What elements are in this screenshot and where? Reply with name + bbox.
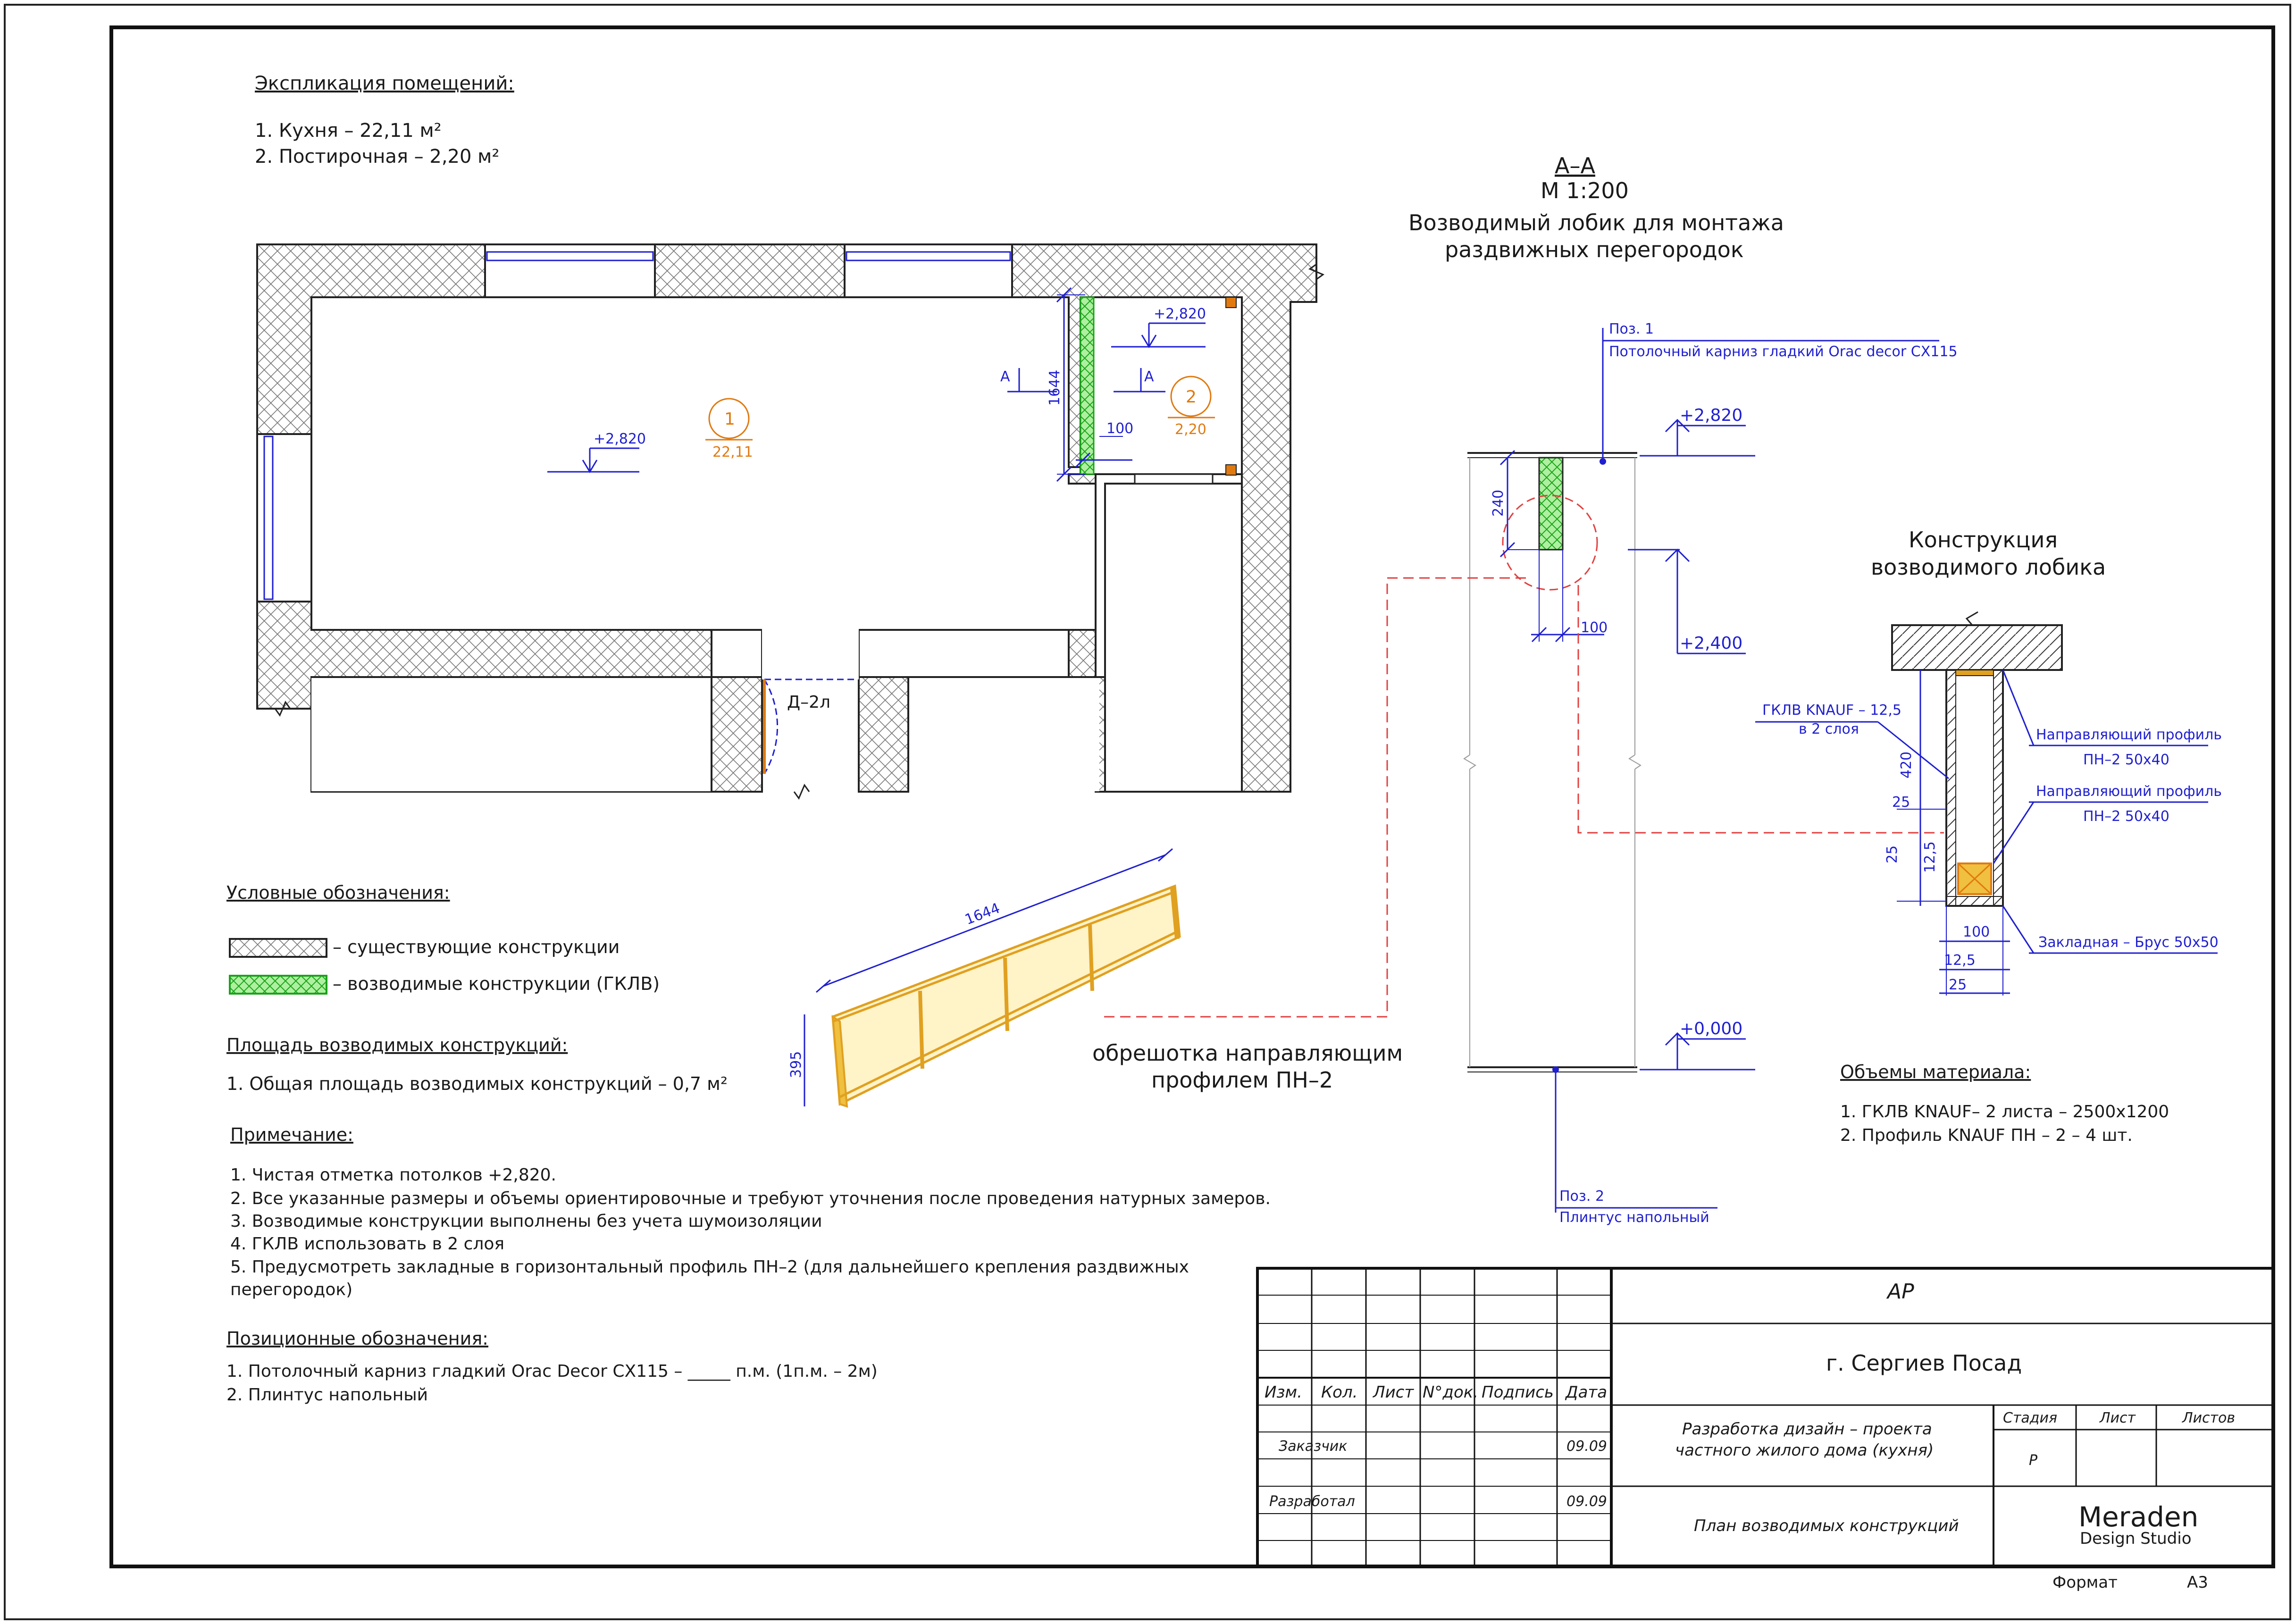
svg-text:100: 100 bbox=[1106, 420, 1134, 437]
note-4: 4. ГКЛВ использовать в 2 слоя bbox=[230, 1234, 505, 1254]
stamp-project-1: Разработка дизайн – проекта bbox=[1682, 1420, 1932, 1439]
stamp-developer: Разработал bbox=[1269, 1493, 1355, 1510]
legend-new-swatch bbox=[230, 976, 327, 994]
stamp-code: АР bbox=[1887, 1280, 1914, 1304]
pos1-label: Поз. 1 bbox=[1609, 321, 1654, 337]
svg-text:ГКЛВ KNAUF – 12,5: ГКЛВ KNAUF – 12,5 bbox=[1762, 702, 1901, 719]
stamp-studio-1: Meraden bbox=[2078, 1501, 2199, 1533]
pos1-text: Потолочный карниз гладкий Orac decor CX115 bbox=[1609, 343, 1958, 360]
svg-text:Закладная – Брус 50х50: Закладная – Брус 50х50 bbox=[2038, 934, 2219, 951]
stamp-h-podpis: Подпись bbox=[1482, 1383, 1554, 1402]
section-subtitle-2: раздвижных перегородок bbox=[1445, 237, 1744, 262]
stamp-customer: Заказчик bbox=[1279, 1438, 1348, 1455]
pos2-label: Поз. 2 bbox=[1559, 1188, 1605, 1205]
stamp-customer-date: 09.09 bbox=[1566, 1438, 1607, 1455]
svg-text:+2,820: +2,820 bbox=[594, 431, 646, 447]
door-opening-room2 bbox=[1135, 474, 1213, 484]
svg-text:ПН–2 50х40: ПН–2 50х40 bbox=[2083, 808, 2169, 825]
svg-text:100: 100 bbox=[1963, 924, 1990, 940]
note-1: 1. Чистая отметка потолков +2,820. bbox=[230, 1165, 556, 1185]
construction-title-2: возводимого лобика bbox=[1871, 554, 2106, 580]
svg-text:395: 395 bbox=[788, 1051, 804, 1078]
positions-title: Позиционные обозначения: bbox=[226, 1328, 488, 1349]
floor-plan bbox=[257, 244, 1323, 798]
format-value: А3 bbox=[2187, 1573, 2208, 1592]
stamp-sheet-title: План возводимых конструкций bbox=[1694, 1516, 1959, 1535]
svg-text:+2,820: +2,820 bbox=[1154, 306, 1206, 322]
level-bottom: +0,000 bbox=[1680, 1019, 1743, 1038]
legend-title: Условные обозначения: bbox=[226, 882, 450, 903]
svg-text:Направляющий профиль: Направляющий профиль bbox=[2036, 783, 2222, 800]
frame-caption-2: профилем ПН–2 bbox=[1151, 1067, 1333, 1093]
stamp-project-2: частного жилого дома (кухня) bbox=[1675, 1441, 1934, 1460]
window-left bbox=[257, 434, 311, 602]
stamp-h-data: Дата bbox=[1566, 1383, 1608, 1402]
svg-text:25: 25 bbox=[1884, 845, 1901, 863]
material-1: 1. ГКЛВ KNAUF– 2 листа – 2500х1200 bbox=[1840, 1102, 2169, 1122]
svg-text:12,5: 12,5 bbox=[1944, 952, 1976, 969]
svg-text:25: 25 bbox=[1949, 977, 1967, 993]
room-1-area: 22,11 bbox=[712, 444, 753, 460]
material-2: 2. Профиль KNAUF ПН – 2 – 4 шт. bbox=[1840, 1126, 2133, 1145]
explication-item-2: 2. Постирочная – 2,20 м² bbox=[255, 146, 500, 167]
level-top: +2,820 bbox=[1680, 406, 1743, 425]
svg-text:A: A bbox=[1144, 368, 1154, 385]
legend-existing-text: – существующие конструкции bbox=[333, 937, 620, 957]
stamp-studio-2: Design Studio bbox=[2080, 1529, 2192, 1548]
stamp-col-stage: Стадия bbox=[2003, 1410, 2058, 1426]
stamp-h-kol: Кол. bbox=[1321, 1383, 1358, 1402]
note-3: 3. Возводимые конструкции выполнены без учета шумоизоляции bbox=[230, 1212, 822, 1231]
room-2-area: 2,20 bbox=[1175, 421, 1206, 438]
stamp-h-list: Лист bbox=[1373, 1383, 1414, 1402]
room-1-number: 1 bbox=[724, 410, 735, 429]
section-aa-drawing bbox=[1464, 321, 1958, 1226]
frame-isometric bbox=[788, 849, 1180, 1106]
svg-text:25: 25 bbox=[1892, 794, 1910, 811]
corridor-floor bbox=[1105, 484, 1242, 792]
notes-title: Примечание: bbox=[230, 1124, 353, 1145]
section-title: А–А bbox=[1555, 153, 1595, 178]
note-2: 2. Все указанные размеры и объемы ориентировочные и требуют уточнения после проведения натурных замеров. bbox=[230, 1189, 1271, 1208]
svg-text:1644: 1644 bbox=[963, 900, 1003, 929]
pos2-text: Плинтус напольный bbox=[1559, 1209, 1709, 1226]
section-scale: М 1:200 bbox=[1541, 178, 1629, 203]
area-title: Площадь возводимых конструкций: bbox=[226, 1035, 568, 1055]
format-label: Формат bbox=[2052, 1573, 2118, 1592]
window-top-right bbox=[845, 244, 1012, 297]
bulkhead-section bbox=[1539, 458, 1563, 550]
note-5: 5. Предусмотреть закладные в горизонтальный профиль ПН–2 (для дальнейшего крепления раздвижных bbox=[230, 1257, 1189, 1277]
svg-text:A: A bbox=[1000, 368, 1010, 385]
lower-mid-room bbox=[909, 678, 1099, 791]
materials-title: Объемы материала: bbox=[1840, 1062, 2031, 1082]
room-kitchen-main bbox=[312, 298, 1068, 630]
door-label: Д–2л bbox=[787, 693, 831, 712]
window-top-left bbox=[485, 244, 655, 297]
section-subtitle-1: Возводимый лобик для монтажа bbox=[1408, 210, 1784, 235]
svg-text:ПН–2 50х40: ПН–2 50х40 bbox=[2083, 752, 2169, 768]
stamp-h-izm: Изм. bbox=[1265, 1383, 1302, 1402]
stamp-stage-value: Р bbox=[2029, 1452, 2038, 1469]
area-text: 1. Общая площадь возводимых конструкций – 0,7 м² bbox=[226, 1073, 728, 1094]
explication-item-1: 1. Кухня – 22,11 м² bbox=[255, 120, 442, 142]
legend-new-text: – возводимые конструкции (ГКЛВ) bbox=[333, 973, 660, 994]
stamp-developer-date: 09.09 bbox=[1566, 1493, 1607, 1510]
svg-text:420: 420 bbox=[1898, 751, 1915, 779]
doorway-gap bbox=[762, 629, 859, 679]
legend-existing-swatch bbox=[230, 939, 327, 957]
explication-title: Экспликация помещений: bbox=[255, 73, 514, 94]
position-1: 1. Потолочный карниз гладкий Orac Decor CX115 – _____ п.м. (1п.м. – 2м) bbox=[226, 1362, 878, 1381]
svg-text:в 2 слоя: в 2 слоя bbox=[1799, 721, 1859, 737]
construction-title-1: Конструкция bbox=[1909, 527, 2058, 552]
stamp-col-sheet: Лист bbox=[2100, 1410, 2136, 1426]
new-partition bbox=[1080, 297, 1094, 474]
dim-100-section: 100 bbox=[1581, 619, 1608, 636]
frame-caption-1: обрешотка направляющим bbox=[1092, 1040, 1403, 1066]
svg-text:Направляющий профиль: Направляющий профиль bbox=[2036, 727, 2222, 743]
stamp-city: г. Сергиев Посад bbox=[1826, 1350, 2022, 1376]
stamp-col-sheets: Листов bbox=[2182, 1410, 2236, 1426]
lower-left-room bbox=[311, 678, 711, 791]
svg-text:1644: 1644 bbox=[1047, 369, 1063, 406]
construction-detail bbox=[1755, 612, 2222, 996]
svg-text:12,5: 12,5 bbox=[1922, 841, 1938, 873]
room-2-number: 2 bbox=[1186, 387, 1197, 407]
stamp-h-ndok: N°док. bbox=[1423, 1383, 1479, 1402]
level-mid: +2,400 bbox=[1680, 634, 1743, 653]
note-5-cont: перегородок) bbox=[230, 1280, 353, 1299]
position-2: 2. Плинтус напольный bbox=[226, 1385, 428, 1405]
dim-240: 240 bbox=[1490, 489, 1507, 517]
